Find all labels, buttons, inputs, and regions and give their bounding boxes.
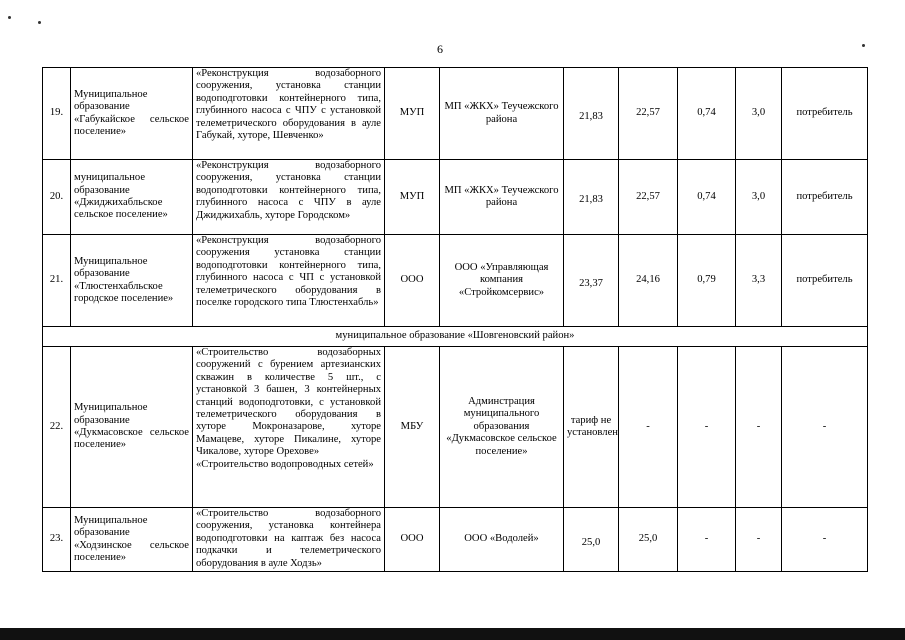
table-row [43, 68, 868, 160]
org-type-cell: ООО [385, 235, 440, 327]
tariff-new-cell: 22,57 [619, 160, 678, 235]
payer-cell: потребитель [782, 68, 868, 160]
scan-edge-bar [0, 628, 905, 640]
project-text: «Строительство водозаборных сооружений с бурением артезианских скважин в количестве 5 шт., с установкой 3 башен, 3 контейнерных станций водоподготовки, с установкой телеметрического оборудования в хуторе Мокроназарове, хуторе Мамацеве, хуторе Пикалине, хуторе Чикалове, хуторе Орехове» [196, 347, 381, 458]
table-row [43, 235, 868, 327]
scan-speck [862, 44, 865, 47]
table-row [43, 160, 868, 235]
table-row [43, 508, 868, 572]
increase-cell: 0,74 [678, 68, 736, 160]
percent-cell: 3,0 [736, 160, 782, 235]
projects-table [42, 67, 868, 572]
tariff-base-cell: 21,83 [564, 68, 619, 160]
percent-cell: 3,3 [736, 235, 782, 327]
section-heading: муниципальное образование «Шовгеновский район» [43, 327, 868, 347]
payer-cell: - [782, 508, 868, 572]
section-row [43, 327, 868, 347]
org-name-cell: ООО «Управляющая компания «Стройкомсервис» [440, 235, 564, 327]
project-extra-text: «Строительство водопроводных сетей» [196, 458, 374, 470]
municipality-cell: Муниципальное образование «Ходзинское сельское поселение» [71, 508, 193, 572]
tariff-new-cell: 25,0 [619, 508, 678, 572]
org-name-cell: МП «ЖКХ» Теучежского района [440, 68, 564, 160]
project-cell [193, 347, 385, 508]
tariff-new-cell: 24,16 [619, 235, 678, 327]
tariff-base-cell: 23,37 [564, 235, 619, 327]
municipality-cell: Муниципальное образование «Тлюстенхабльское городское поселение» [71, 235, 193, 327]
municipality-cell: Муниципальное образование «Дукмасовское сельское поселение» [71, 347, 193, 508]
row-number: 23. [43, 508, 71, 572]
percent-cell: - [736, 347, 782, 508]
org-type-cell: ООО [385, 508, 440, 572]
payer-cell: потребитель [782, 235, 868, 327]
percent-cell: 3,0 [736, 68, 782, 160]
org-name-cell: МП «ЖКХ» Теучежского района [440, 160, 564, 235]
table-row [43, 347, 868, 508]
org-type-cell: МБУ [385, 347, 440, 508]
row-number: 20. [43, 160, 71, 235]
tariff-base-cell: 25,0 [564, 508, 619, 572]
project-cell: «Реконструкция водозаборного сооружения, установка станции водоподготовки контейнерного типа, глубинного насоса с ЧПУ в ауле Джиджихабль, хуторе Городском» [193, 160, 385, 235]
org-type-cell: МУП [385, 68, 440, 160]
municipality-cell: муниципальное образование «Джиджихабльское сельское поселение» [71, 160, 193, 235]
project-cell: «Реконструкция водозаборного сооружения, установка станции водоподготовки контейнерного типа, глубинного насоса с ЧПУ с установкой телеметрического оборудования в ауле Габукай, хуторе, Шевченко» [193, 68, 385, 160]
scan-speck [8, 16, 11, 19]
payer-cell: потребитель [782, 160, 868, 235]
increase-cell: - [678, 347, 736, 508]
tariff-new-cell: 22,57 [619, 68, 678, 160]
tariff-new-cell: - [619, 347, 678, 508]
scan-speck [38, 21, 41, 24]
org-type-cell: МУП [385, 160, 440, 235]
increase-cell: - [678, 508, 736, 572]
tariff-base-cell: 21,83 [564, 160, 619, 235]
row-number: 19. [43, 68, 71, 160]
project-cell: «Строительство водозаборного сооружения, установка контейнера водоподготовки на каптаж без насоса подкачки и телеметрического оборудования в ауле Ходзь» [193, 508, 385, 572]
row-number: 22. [43, 347, 71, 508]
increase-cell: 0,74 [678, 160, 736, 235]
org-name-cell: ООО «Водолей» [440, 508, 564, 572]
increase-cell: 0,79 [678, 235, 736, 327]
project-cell: «Реконструкция водозаборного сооружения установка станции водоподготовки контейнерного типа, глубинного насоса с ЧП с установкой телеметрического оборудования в поселке городского типа Тлюстенхабль» [193, 235, 385, 327]
org-name-cell: Админстрация муниципального образования «Дукмасовское сельское поселение» [440, 347, 564, 508]
tariff-base-cell: тариф не установлен [564, 347, 619, 508]
row-number: 21. [43, 235, 71, 327]
municipality-cell: Муниципальное образование «Габукайское сельское поселение» [71, 68, 193, 160]
page-number: 6 [437, 42, 443, 56]
percent-cell: - [736, 508, 782, 572]
payer-cell: - [782, 347, 868, 508]
